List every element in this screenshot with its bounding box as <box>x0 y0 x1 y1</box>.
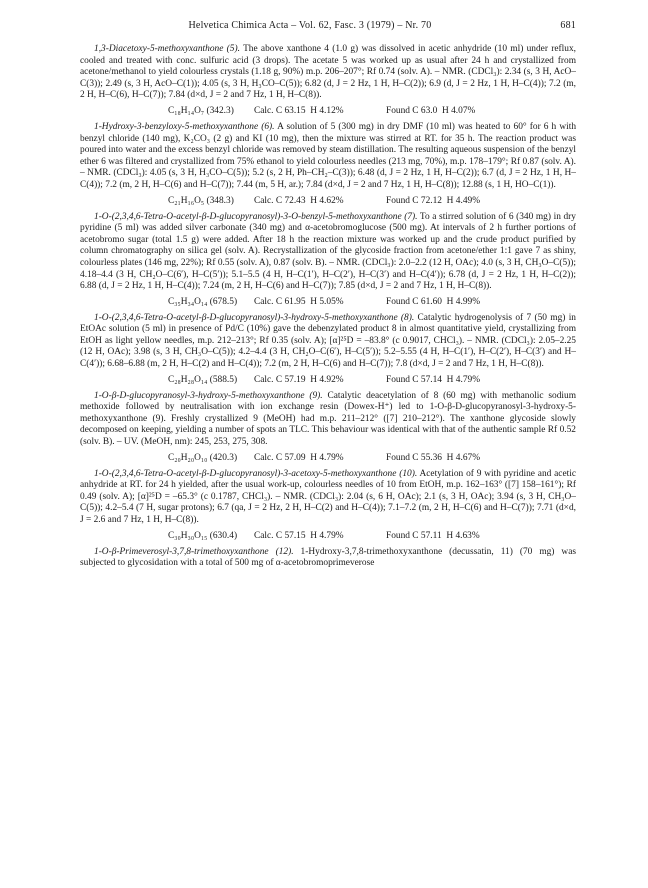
elemental-analysis <box>80 374 576 386</box>
page-number: 681 <box>560 20 576 31</box>
paragraph-text: Catalytic deacetylation of 8 (60 mg) with methanolic sodium methoxide followed by neutralisation with ion exchange resin (Dowex-H⁺) led to 1-O-β-D-glucopyranosyl-3-hydroxy-5-methoxyxanthone (9). Freshly crystallized 9 (MeOH) had m.p. 211–212° ([7] 210–212°). The xanthone glycoside slowly decomposed on keeping, yielding a number of spots an TLC. This behaviour was identical with that of the authentic sample Rf 0.52 (solv. B). – UV. (MeOH, nm): 245, 253, 275, 308. <box>80 390 576 448</box>
elemental-analysis <box>80 530 576 542</box>
elemental-analysis <box>80 452 576 464</box>
paragraph-compound-5 <box>80 44 576 102</box>
running-header <box>84 20 576 34</box>
paragraph-text: Catalytic hydrogenolysis of 7 (50 mg) in EtOAc solution (5 ml) in presence of Pd/C (10%) gave the debenzylated product 8 in almost quantitative yield, crystallizing from EtOH as light yellow needles, m.p. 212–213°; Rf 0.35 (solv. A); [α]²⁵D = –83.8° (c 0.9017, CHCl₃). – NMR. (CDCl₃): 2.05–2.25 (12 H, OAc); 3.98 (s, 3 H, CH₃O–C(5)); 4.2–4.4 (3 H, CH₂O–C(6′), H–C(5′)); 5.2–5.55 (4 H, H–C(1′), H–C(2′), H–C(3′) and H–C(4′)); 6.68–6.88 (m, 2 H, H–C(2) and H–C(4)); 7.2 (m, 2 H, H–C(6) and H–C(7)); 7.8 (d×d, J = 2 and 7 Hz, 1 H, H–C(8)). <box>80 312 576 370</box>
compound-title: 1-Hydroxy-3-benzyloxy-5-methoxyxanthone (6). <box>94 121 275 132</box>
journal-title: Helvetica Chimica Acta – Vol. 62, Fasc. 3 (1979) – Nr. 70 <box>188 20 432 31</box>
molecular-formula: C₃₅H₃₄O₁₄ (678.5) <box>168 296 238 307</box>
found-values: Found C 63.0 H 4.07% <box>386 105 476 116</box>
compound-title: 1-O-(2,3,4,6-Tetra-O-acetyl-β-D-glucopyranosyl)-3-O-benzyl-5-methoxyxanthone (7). <box>94 211 418 222</box>
calc-values: Calc. C 57.15 H 4.79% <box>254 530 344 541</box>
compound-title: 1-O-β-Primeverosyl-3,7,8-trimethoxyxanthone (12). <box>94 546 294 557</box>
calc-values: Calc. C 63.15 H 4.12% <box>254 105 344 116</box>
elemental-analysis <box>80 105 576 117</box>
compound-title: 1,3-Diacetoxy-5-methoxyxanthone (5). <box>94 44 240 54</box>
compound-title: 1-O-β-D-glucopyranosyl-3-hydroxy-5-methoxyxanthone (9). <box>94 390 323 401</box>
paragraph-text: To a stirred solution of 6 (340 mg) in dry pyridine (5 ml) was added silver carbonate (340 mg) and α-acetobromoglucose (500 mg). At intervals of 2 h further portions of acetobromo sugar (total 1.5 g) were added. After 18 h the reaction mixture was worked up and the crude product purified by column chromatography on silica gel (solv. A). Recrystallization of the glycoside fraction from acetone/ether 1:1 gave 7 as shiny, colourless plates (146 mg, 22%); Rf 0.55 (solv. A), 0.87 (solv. B). – NMR. (CDCl₃): 2.0–2.2 (12 H, OAc); 4.0 (s, 3 H, CH₃O–C(5)); 4.18–4.4 (3 H, CH₂O–C(6′), H–C(5′)); 5.1–5.5 (4 H, H–C(1′), H–C(2′), H–C(3′) and H–C(4′)); 6.78 (d, J = 2 Hz, 1 H, H–C(2)); 6.88 (d, J = 2 Hz, 1 H, H–C(4)); 7.24 (m, 2 H, H–C(6) and H–C(7)); 7.85 (d×d, J = 2 and 7 Hz, 1 H, H–C(8)). <box>80 211 576 292</box>
found-values: Found C 72.12 H 4.49% <box>386 195 481 206</box>
molecular-formula: C₁₈H₁₄O₇ (342.3) <box>168 105 234 116</box>
found-values: Found C 61.60 H 4.99% <box>386 296 481 307</box>
elemental-analysis <box>80 296 576 308</box>
paragraph-text: 1-Hydroxy-3,7,8-trimethoxyxanthone (decussatin, 11) (70 mg) was subjected to glycosidation with a total of 500 mg of α-acetobromoprimeverose <box>80 546 577 569</box>
paragraph-compound-7 <box>80 212 576 293</box>
calc-values: Calc. C 72.43 H 4.62% <box>254 195 344 206</box>
molecular-formula: C₂₁H₁₆O₅ (348.3) <box>168 195 234 206</box>
paragraph-compound-10 <box>80 469 576 527</box>
article-body <box>80 44 576 573</box>
found-values: Found C 55.36 H 4.67% <box>386 452 481 463</box>
compound-title: 1-O-(2,3,4,6-Tetra-O-acetyl-β-D-glucopyranosyl)-3-hydroxy-5-methoxyxanthone (8). <box>94 312 415 323</box>
found-values: Found C 57.14 H 4.79% <box>386 374 481 385</box>
calc-values: Calc. C 57.19 H 4.92% <box>254 374 344 385</box>
molecular-formula: C₂₈H₂₈O₁₄ (588.5) <box>168 374 238 385</box>
molecular-formula: C₂₀H₂₀O₁₀ (420.3) <box>168 452 238 463</box>
paragraph-text: A solution of 5 (300 mg) in dry DMF (10 ml) was heated to 60° for 6 h with benzyl chloride (140 mg), K₂CO₃ (2 g) and KI (10 mg), then the mixture was stirred at RT. for 35 h. The reaction product was poured into water and the excess benzyl chloride was removed by steam distillation. The resulting aqueous suspension of the benzyl ether 6 was filtered and crystallized from 75% ethanol to yield colourless needles (213 mg, 70%), m.p. 178–179°; Rf 0.87 (solv. A). – NMR. (CDCl₃): 4.05 (s, 3 H, H₃CO–C(5)); 5.2 (s, 2 H, Ph–CH₂–C(3)); 6.48 (d, J = 2 Hz, 1 H, H–C(2)); 6.7 (d, J = 2 Hz, 1 H, H–C(4)); 7.2 (m, 2 H, H–C(6) and H–C(7)); 7.44 (m, 5 H, ar.); 7.84 (d×d, J = 2 and 7 Hz, 1 H, H–C(8)); 12.88 (s, 1 H, HO–C(1)). <box>80 121 577 190</box>
calc-values: Calc. C 57.09 H 4.79% <box>254 452 344 463</box>
calc-values: Calc. C 61.95 H 5.05% <box>254 296 344 307</box>
molecular-formula: C₃₀H₃₀O₁₅ (630.4) <box>168 530 238 541</box>
compound-title: 1-O-(2,3,4,6-Tetra-O-acetyl-β-D-glucopyranosyl)-3-acetoxy-5-methoxyxanthone (10). <box>94 468 418 479</box>
paragraph-compound-8 <box>80 313 576 371</box>
paragraph-text: Acetylation of 9 with pyridine and acetic anhydride at RT. for 24 h yielded, after the usual work-up, colourless needles of 10 from EtOH, m.p. 162–163° ([7] 158–161°); Rf 0.49 (solv. A); [α]²⁵D = –65.3° (c 0.1787, CHCl₃). – NMR. (CDCl₃): 2.04 (s, 6 H, OAc); 2.1 (s, 3 H, OAc); 3.94 (s, 3 H, CH₃O–C(5)); 4.2–5.4 (7 H, sugar protons); 6.7 (qa, J = 2 Hz, 2 H, H–C(2) and H–C(4)); 7.1–7.2 (m, 2 H, H–C(6) and H–C(7)); 7.71 (d×d, J = 2.6 and 7 Hz, 1 H, H–C(8)). <box>80 468 576 525</box>
paragraph-compound-12 <box>80 547 576 570</box>
paragraph-compound-6 <box>80 122 576 192</box>
paragraph-compound-9 <box>80 391 576 449</box>
elemental-analysis <box>80 195 576 207</box>
found-values: Found C 57.11 H 4.63% <box>386 530 480 541</box>
paragraph-text: The above xanthone 4 (1.0 g) was dissolved in acetic anhydride (10 ml) under reflux, cooled and treated with conc. sulfuric acid (3 drops). The acetate 5 was worked up as usual after 24 h and crystallized from acetone/methanol to yield colourless crystals (1.18 g, 90%) m.p. 206–207°; Rf 0.74 (solv. A). – NMR. (CDCl₃): 2.34 (s, 3 H, AcO–C(3)); 2.49 (s, 3 H, AcO–C(1)); 4.05 (s, 3 H, H₃CO–C(5)); 6.82 (d, J = 2 Hz, 1 H, H–C(2)); 6.9 (d, J = 2 Hz, 1 H, H–C(4)); 7.2 (m, 2 H, H–C(6), H–C(7)); 7.84 (d×d, J = 2 and 7 Hz, 1 H, H–C(8)). <box>80 44 576 101</box>
